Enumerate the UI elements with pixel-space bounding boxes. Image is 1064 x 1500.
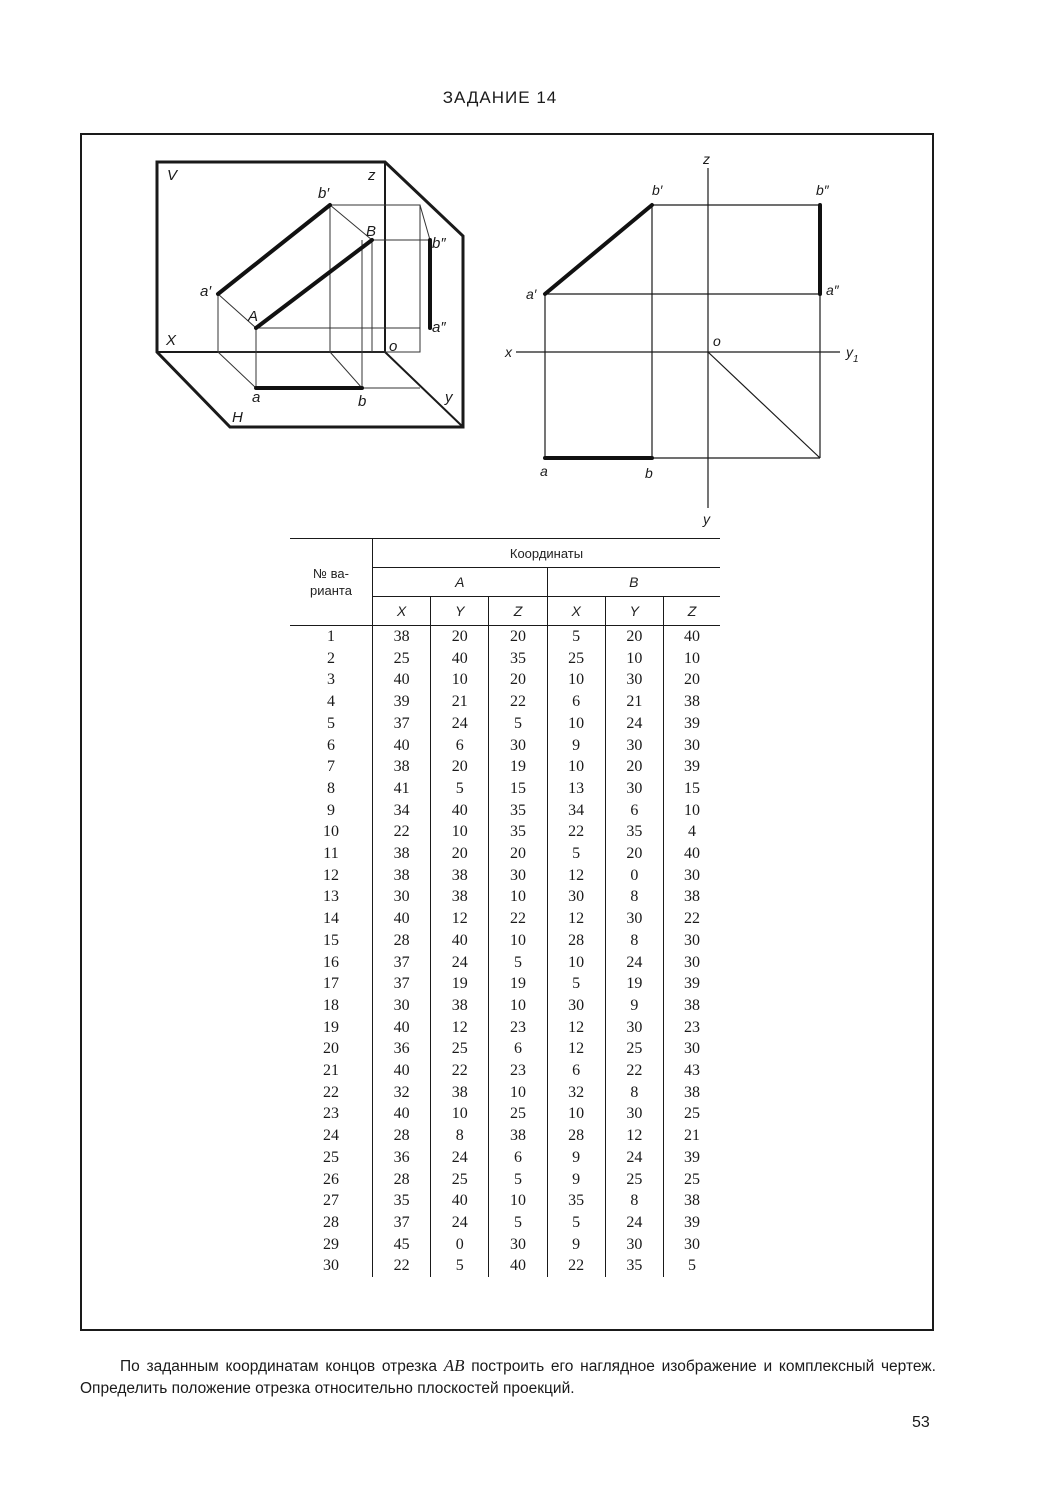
projection-box	[218, 205, 430, 388]
coord-cell: 23	[663, 1017, 720, 1039]
coord-cell: 30	[605, 1017, 663, 1039]
axis-header: X	[373, 597, 431, 626]
table-row	[290, 735, 720, 757]
coord-cell: 22	[547, 821, 605, 843]
label-b: b	[358, 393, 367, 410]
coord-cell: 40	[431, 800, 489, 822]
table-row	[290, 800, 720, 822]
coord-cell: 40	[373, 1060, 431, 1082]
variant-number: 10	[323, 823, 339, 841]
coord-cell: 30	[605, 908, 663, 930]
coord-cell: 22	[373, 1255, 431, 1277]
coord-cell: 5	[431, 1255, 489, 1277]
table-row	[290, 1082, 720, 1104]
coord-cell: 30	[663, 952, 720, 974]
axis-header: X	[547, 597, 605, 626]
coord-cell: 28	[373, 1125, 431, 1147]
coord-cell: 22	[489, 691, 547, 713]
label-a-prime: a′	[200, 283, 212, 300]
coord-cell: 10	[547, 952, 605, 974]
coord-cell: 13	[547, 778, 605, 800]
coord-cell: 10	[547, 669, 605, 691]
coord-cell: 25	[431, 1038, 489, 1060]
label-a-dprime: a″	[826, 282, 839, 298]
coord-cell: 36	[373, 1038, 431, 1060]
coord-cell: 21	[605, 691, 663, 713]
table-row	[290, 1147, 720, 1169]
table-row	[290, 973, 720, 995]
coord-cell: 10	[431, 821, 489, 843]
coord-cell: 22	[373, 821, 431, 843]
coord-cell: 30	[605, 735, 663, 757]
coord-cell: 12	[431, 1017, 489, 1039]
label-b-prime: b′	[318, 185, 330, 202]
coord-cell: 34	[547, 800, 605, 822]
coord-cell: 20	[431, 626, 489, 648]
coord-cell: 25	[431, 1169, 489, 1191]
coord-cell: 39	[663, 1212, 720, 1234]
coord-cell: 24	[605, 952, 663, 974]
variant-number: 19	[323, 1018, 339, 1036]
variant-number: 2	[327, 649, 335, 667]
coord-cell: 40	[663, 843, 720, 865]
coord-cell: 21	[431, 691, 489, 713]
table-row	[290, 1212, 720, 1234]
coord-cell: 4	[663, 821, 720, 843]
axis-header: Y	[431, 597, 489, 626]
coord-cell: 37	[373, 973, 431, 995]
variant-number: 1	[327, 628, 335, 645]
variant-number: 15	[323, 931, 339, 949]
table-row	[290, 1125, 720, 1147]
label-point-a: A	[248, 308, 259, 325]
coord-cell: 9	[605, 995, 663, 1017]
variant-number: 23	[323, 1105, 339, 1123]
coord-cell: 35	[489, 800, 547, 822]
coord-cell: 40	[373, 735, 431, 757]
coord-cell: 12	[547, 1038, 605, 1060]
task-title: ЗАДАНИЕ 14	[442, 88, 558, 107]
label-a-prime: a′	[526, 286, 537, 302]
coord-cell: 25	[547, 648, 605, 670]
coord-cell: 35	[605, 821, 663, 843]
coord-cell: 32	[547, 1082, 605, 1104]
coord-cell: 9	[547, 1234, 605, 1256]
segment-ab	[256, 240, 372, 328]
coord-cell: 24	[431, 713, 489, 735]
coord-cell: 20	[489, 669, 547, 691]
variant-number: 8	[327, 779, 335, 797]
coord-cell: 12	[547, 1017, 605, 1039]
coord-cell: 20	[431, 843, 489, 865]
variant-number: 29	[323, 1235, 339, 1253]
variant-number: 9	[327, 801, 335, 819]
coord-cell: 22	[663, 908, 720, 930]
coord-cell: 10	[489, 1190, 547, 1212]
coord-cell: 40	[489, 1255, 547, 1277]
coord-cell: 8	[605, 1082, 663, 1104]
coords-header: Координаты	[373, 539, 721, 568]
coord-cell: 22	[547, 1255, 605, 1277]
coord-cell: 39	[373, 691, 431, 713]
table-row	[290, 1255, 720, 1277]
coord-cell: 40	[663, 626, 720, 648]
label-o: o	[713, 333, 721, 349]
coord-cell: 20	[431, 756, 489, 778]
label-b-dprime: b″	[816, 182, 829, 198]
coord-cell: 30	[663, 930, 720, 952]
label-y1: $y_1$	[846, 344, 859, 365]
label-a: a	[540, 463, 548, 479]
coord-cell: 5	[547, 626, 605, 648]
coordinates-table	[290, 538, 720, 1277]
variant-header: № ва- рианта	[290, 539, 373, 626]
coord-cell: 40	[373, 1017, 431, 1039]
coord-cell: 12	[431, 908, 489, 930]
table-row	[290, 995, 720, 1017]
variant-number: 14	[323, 910, 339, 928]
coord-cell: 32	[373, 1082, 431, 1104]
coord-cell: 5	[547, 973, 605, 995]
complex-drawing	[500, 150, 870, 530]
variant-number: 30	[323, 1257, 339, 1275]
variant-number: 26	[323, 1170, 339, 1188]
table-row	[290, 756, 720, 778]
coord-cell: 36	[373, 1147, 431, 1169]
variant-number: 20	[323, 1040, 339, 1058]
coord-cell: 19	[489, 756, 547, 778]
label-o: o	[389, 338, 398, 355]
coord-cell: 40	[373, 1103, 431, 1125]
coord-cell: 10	[489, 886, 547, 908]
coord-cell: 10	[547, 713, 605, 735]
coord-cell: 20	[489, 626, 547, 648]
coord-cell: 5	[431, 778, 489, 800]
label-x: X	[166, 332, 177, 349]
coord-cell: 28	[373, 1169, 431, 1191]
coord-cell: 0	[431, 1234, 489, 1256]
coord-cell: 15	[663, 778, 720, 800]
table-row	[290, 908, 720, 930]
coord-cell: 22	[605, 1060, 663, 1082]
axis-header: Z	[663, 597, 720, 626]
label-h: H	[232, 409, 243, 426]
coord-cell: 20	[605, 626, 663, 648]
coord-cell: 30	[547, 995, 605, 1017]
coord-cell: 23	[489, 1060, 547, 1082]
coord-cell: 12	[605, 1125, 663, 1147]
coord-cell: 12	[547, 908, 605, 930]
coord-cell: 15	[489, 778, 547, 800]
label-b-prime: b′	[652, 182, 663, 198]
table-row	[290, 626, 720, 648]
page-number: 53	[912, 1414, 930, 1431]
coord-cell: 5	[663, 1255, 720, 1277]
coord-cell: 30	[489, 1234, 547, 1256]
variant-number: 11	[323, 845, 339, 863]
coord-cell: 10	[547, 756, 605, 778]
coord-cell: 19	[431, 973, 489, 995]
coord-cell: 6	[547, 1060, 605, 1082]
axis-header: Z	[489, 597, 547, 626]
label-x: x	[505, 344, 512, 360]
label-b: b	[645, 465, 653, 481]
coord-cell: 38	[373, 843, 431, 865]
coord-cell: 40	[431, 1190, 489, 1212]
coord-cell: 8	[431, 1125, 489, 1147]
coord-cell: 30	[373, 886, 431, 908]
coord-cell: 10	[489, 930, 547, 952]
table-row	[290, 865, 720, 887]
coord-cell: 30	[373, 995, 431, 1017]
coord-cell: 30	[663, 1234, 720, 1256]
coord-cell: 38	[663, 691, 720, 713]
coord-cell: 38	[663, 995, 720, 1017]
coord-cell: 35	[373, 1190, 431, 1212]
variant-number: 25	[323, 1148, 339, 1166]
variant-number: 27	[323, 1192, 339, 1210]
coord-cell: 38	[373, 626, 431, 648]
coord-cell: 25	[605, 1038, 663, 1060]
table-row	[290, 778, 720, 800]
coord-cell: 38	[373, 756, 431, 778]
coord-cell: 10	[431, 1103, 489, 1125]
coord-cell: 35	[605, 1255, 663, 1277]
coord-cell: 24	[605, 1212, 663, 1234]
coord-cell: 25	[663, 1103, 720, 1125]
label-z: z	[703, 151, 710, 167]
coord-cell: 6	[605, 800, 663, 822]
frontal-projection-ab	[545, 205, 652, 294]
coord-cell: 39	[663, 756, 720, 778]
coord-cell: 24	[605, 1147, 663, 1169]
coord-cell: 30	[663, 1038, 720, 1060]
coord-cell: 5	[489, 1212, 547, 1234]
coord-cell: 37	[373, 713, 431, 735]
table-row	[290, 648, 720, 670]
table-row	[290, 886, 720, 908]
coord-cell: 5	[547, 843, 605, 865]
coord-cell: 41	[373, 778, 431, 800]
coord-cell: 38	[431, 995, 489, 1017]
coord-cell: 20	[605, 843, 663, 865]
coord-cell: 10	[547, 1103, 605, 1125]
coord-cell: 9	[547, 1147, 605, 1169]
table-row	[290, 930, 720, 952]
coord-cell: 10	[489, 995, 547, 1017]
coord-cell: 20	[663, 669, 720, 691]
coord-cell: 10	[431, 669, 489, 691]
frontal-projection-ab	[218, 205, 330, 294]
coord-cell: 30	[605, 1103, 663, 1125]
label-a: a	[252, 389, 261, 406]
coord-cell: 22	[489, 908, 547, 930]
coord-cell: 30	[489, 865, 547, 887]
coord-cell: 8	[605, 886, 663, 908]
coord-cell: 9	[547, 1169, 605, 1191]
coord-cell: 5	[489, 713, 547, 735]
coord-cell: 40	[431, 648, 489, 670]
coord-cell: 40	[431, 930, 489, 952]
point-b-header: B	[547, 568, 720, 597]
table-row	[290, 713, 720, 735]
task-description: По заданным координатам концов отрезка AB построить его наглядное изображение и комплексный чертеж. Определить положение отрезка относительно плоскостей проекций.	[80, 1356, 936, 1397]
label-a-dprime: a″	[432, 319, 446, 336]
coord-cell: 37	[373, 1212, 431, 1234]
coord-cell: 30	[489, 735, 547, 757]
variant-number: 13	[323, 888, 339, 906]
variant-number: 17	[323, 975, 339, 993]
coord-cell: 10	[663, 648, 720, 670]
coord-cell: 24	[431, 1212, 489, 1234]
coord-cell: 10	[489, 1082, 547, 1104]
table-row	[290, 669, 720, 691]
coord-cell: 45	[373, 1234, 431, 1256]
variant-number: 12	[323, 866, 339, 884]
axis-header: Y	[605, 597, 663, 626]
coord-cell: 39	[663, 973, 720, 995]
coord-cell: 34	[373, 800, 431, 822]
variant-number: 24	[323, 1127, 339, 1145]
coord-cell: 37	[373, 952, 431, 974]
coord-cell: 38	[663, 886, 720, 908]
variant-number: 21	[323, 1062, 339, 1080]
variant-number: 6	[327, 736, 335, 754]
table-row	[290, 1038, 720, 1060]
coord-cell: 25	[373, 648, 431, 670]
coord-cell: 35	[489, 648, 547, 670]
coord-cell: 9	[547, 735, 605, 757]
coord-cell: 24	[431, 952, 489, 974]
label-y: y	[703, 511, 710, 527]
coord-cell: 0	[605, 865, 663, 887]
coord-cell: 19	[489, 973, 547, 995]
table-row	[290, 691, 720, 713]
coord-cell: 8	[605, 1190, 663, 1212]
coord-cell: 30	[605, 669, 663, 691]
table-row	[290, 1017, 720, 1039]
coord-cell: 25	[663, 1169, 720, 1191]
coord-cell: 35	[547, 1190, 605, 1212]
coord-cell: 28	[547, 930, 605, 952]
constant-line	[708, 352, 820, 458]
coord-cell: 25	[489, 1103, 547, 1125]
coord-cell: 39	[663, 713, 720, 735]
coord-cell: 21	[663, 1125, 720, 1147]
coord-cell: 38	[663, 1190, 720, 1212]
coord-cell: 40	[373, 669, 431, 691]
coord-cell: 6	[547, 691, 605, 713]
table-row	[290, 1190, 720, 1212]
coord-cell: 30	[605, 1234, 663, 1256]
coord-cell: 19	[605, 973, 663, 995]
table-row	[290, 821, 720, 843]
coord-cell: 10	[605, 648, 663, 670]
coord-cell: 40	[373, 908, 431, 930]
coord-cell: 24	[605, 713, 663, 735]
coord-cell: 30	[663, 865, 720, 887]
coord-cell: 43	[663, 1060, 720, 1082]
label-b-dprime: b″	[432, 235, 446, 252]
coord-cell: 6	[431, 735, 489, 757]
coord-cell: 38	[431, 886, 489, 908]
coord-cell: 6	[489, 1038, 547, 1060]
coord-cell: 28	[373, 930, 431, 952]
isometric-figure	[150, 155, 470, 435]
coord-cell: 38	[489, 1125, 547, 1147]
label-y: y	[445, 389, 453, 406]
variant-number: 5	[327, 714, 335, 732]
variant-number: 3	[327, 671, 335, 689]
table-row	[290, 1060, 720, 1082]
table-row	[290, 952, 720, 974]
coord-cell: 8	[605, 930, 663, 952]
coord-cell: 10	[663, 800, 720, 822]
label-z: z	[368, 167, 376, 184]
table-row	[290, 1169, 720, 1191]
coord-cell: 5	[489, 1169, 547, 1191]
coord-cell: 30	[663, 735, 720, 757]
coord-cell: 39	[663, 1147, 720, 1169]
variant-number: 18	[323, 996, 339, 1014]
coord-cell: 35	[489, 821, 547, 843]
table-row	[290, 1103, 720, 1125]
coord-cell: 20	[605, 756, 663, 778]
variant-number: 4	[327, 693, 335, 711]
label-v: V	[167, 167, 178, 184]
coord-cell: 5	[489, 952, 547, 974]
variant-number: 7	[327, 758, 335, 776]
coord-cell: 24	[431, 1147, 489, 1169]
coord-cell: 20	[489, 843, 547, 865]
coord-cell: 38	[431, 865, 489, 887]
coord-cell: 28	[547, 1125, 605, 1147]
variant-number: 22	[323, 1083, 339, 1101]
coord-cell: 30	[547, 886, 605, 908]
coord-cell: 23	[489, 1017, 547, 1039]
coord-cell: 38	[373, 865, 431, 887]
segment-projections	[218, 205, 430, 388]
table-row	[290, 1234, 720, 1256]
coord-cell: 12	[547, 865, 605, 887]
coordinates-table-wrap	[290, 538, 720, 1277]
coord-cell: 30	[605, 778, 663, 800]
coord-cell: 6	[489, 1147, 547, 1169]
coord-cell: 38	[431, 1082, 489, 1104]
label-point-b: B	[366, 223, 377, 240]
variant-number: 28	[323, 1213, 339, 1231]
variant-number: 16	[323, 953, 339, 971]
coordinates-body	[290, 626, 720, 1278]
coord-cell: 38	[663, 1082, 720, 1104]
table-row	[290, 843, 720, 865]
coord-cell: 22	[431, 1060, 489, 1082]
coord-cell: 25	[605, 1169, 663, 1191]
point-a-header: A	[373, 568, 548, 597]
coord-cell: 5	[547, 1212, 605, 1234]
